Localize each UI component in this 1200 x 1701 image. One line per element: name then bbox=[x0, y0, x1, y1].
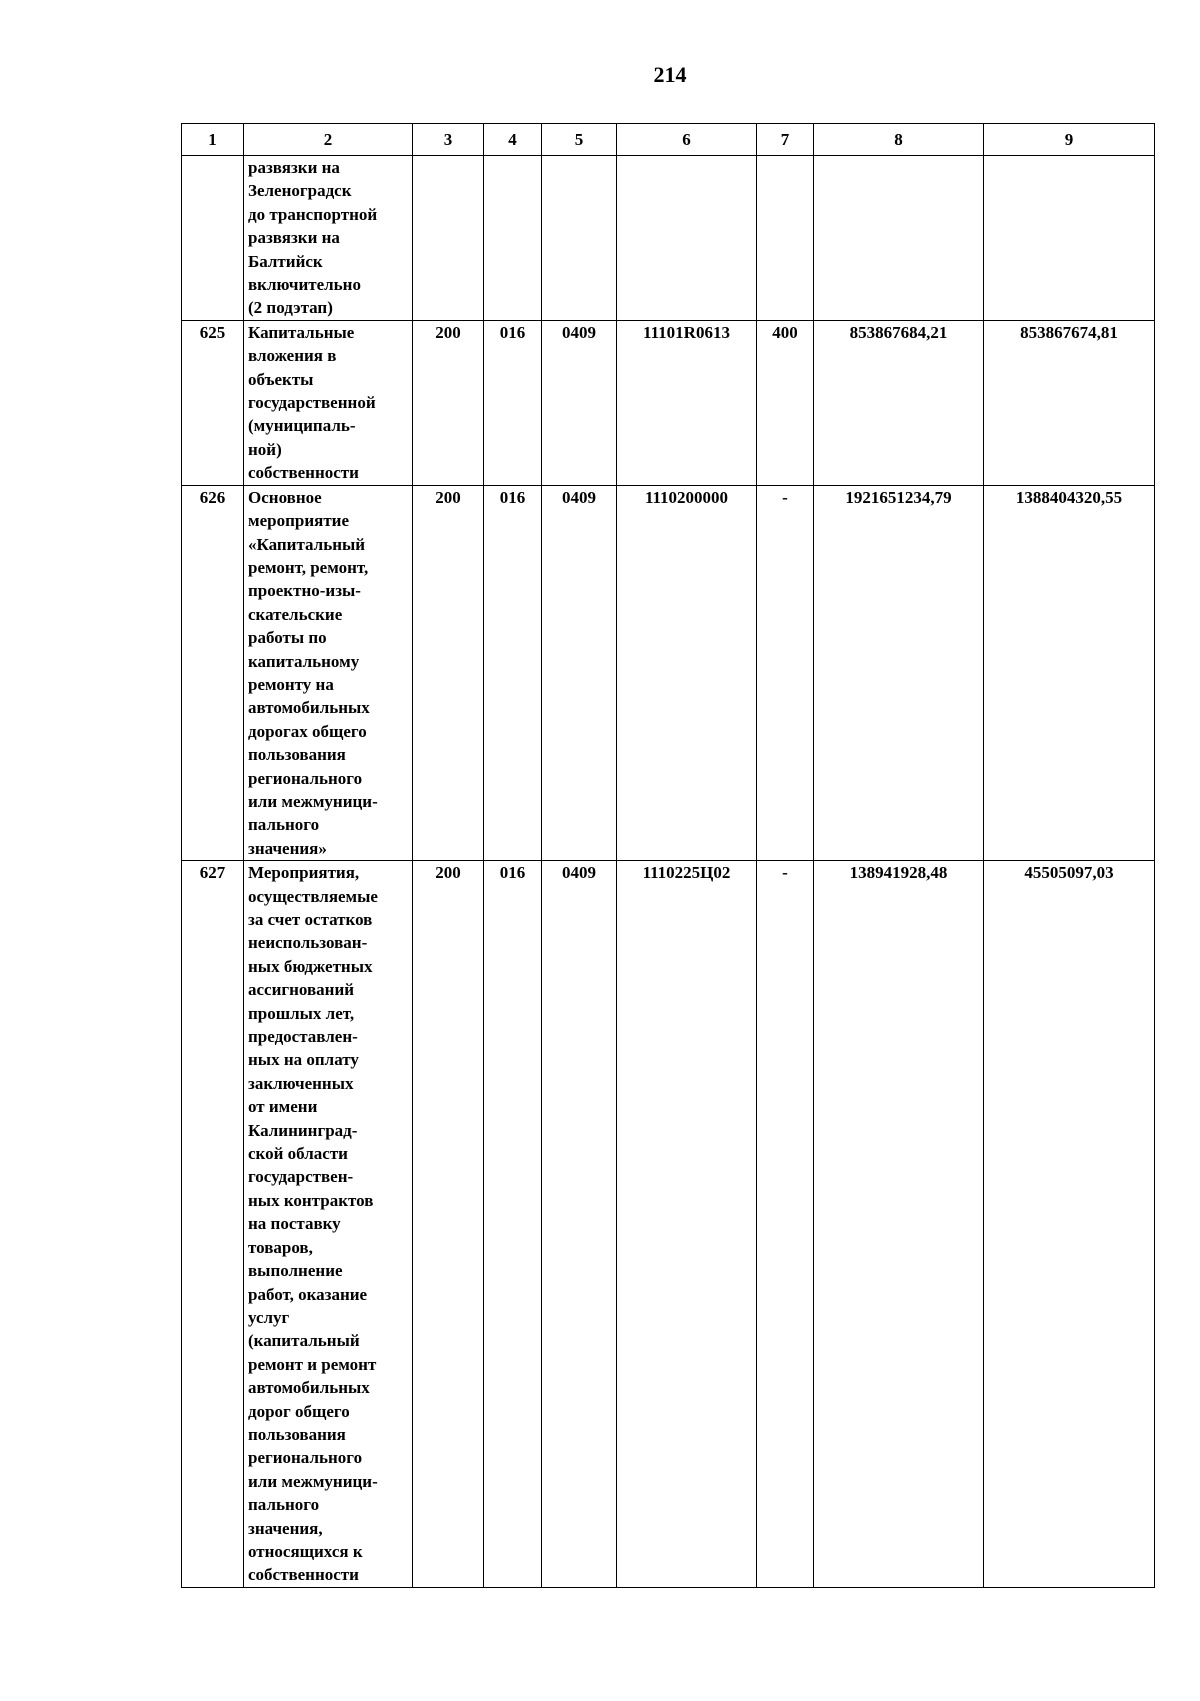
cell-col-3: 200 bbox=[413, 320, 484, 485]
cell-col-7: - bbox=[757, 861, 814, 1588]
cell-col-6 bbox=[617, 156, 757, 321]
row-number bbox=[182, 156, 244, 321]
cell-col-5: 0409 bbox=[542, 861, 617, 1588]
column-header-1: 1 bbox=[182, 124, 244, 156]
cell-col-4: 016 bbox=[484, 861, 542, 1588]
table-row bbox=[182, 485, 1155, 861]
row-name: развязки на Зеленоградск до транспортной развязки на Балтийск включительно (2 подэтап) bbox=[244, 156, 413, 321]
cell-col-5: 0409 bbox=[542, 485, 617, 861]
cell-col-7: 400 bbox=[757, 320, 814, 485]
cell-col-9: 853867674,81 bbox=[984, 320, 1155, 485]
cell-col-4: 016 bbox=[484, 485, 542, 861]
cell-col-8: 853867684,21 bbox=[814, 320, 984, 485]
page-number: 214 bbox=[653, 62, 687, 87]
cell-col-3 bbox=[413, 156, 484, 321]
column-header-3: 3 bbox=[413, 124, 484, 156]
cell-col-6: 1110200000 bbox=[617, 485, 757, 861]
column-header-5: 5 bbox=[542, 124, 617, 156]
column-header-9: 9 bbox=[984, 124, 1155, 156]
row-name: Основное мероприятие «Капитальный ремонт, ремонт, проектно-изы- скательские работы по капитальному ремонту на автомобильных дорогах общего пользования регионального или межмуници- пального значения» bbox=[244, 485, 413, 861]
cell-col-6: 11101R0613 bbox=[617, 320, 757, 485]
column-header-4: 4 bbox=[484, 124, 542, 156]
header-row bbox=[182, 124, 1155, 156]
cell-col-4: 016 bbox=[484, 320, 542, 485]
cell-col-9: 45505097,03 bbox=[984, 861, 1155, 1588]
row-number: 625 bbox=[182, 320, 244, 485]
cell-col-3: 200 bbox=[413, 485, 484, 861]
cell-col-8: 138941928,48 bbox=[814, 861, 984, 1588]
cell-col-9 bbox=[984, 156, 1155, 321]
column-header-7: 7 bbox=[757, 124, 814, 156]
table-row bbox=[182, 156, 1155, 321]
cell-col-6: 1110225Ц02 bbox=[617, 861, 757, 1588]
row-name: Мероприятия, осуществляемые за счет остатков неиспользован- ных бюджетных ассигнований прошлых лет, предоставлен- ных на оплату заключенных от имени Калининград- ской области государствен- ных контрактов на поставку товаров, выполнение работ, оказание услуг (капитальный ремонт и ремонт автомобильных дорог общего пользования регионального или межмуници- пального значения, относящихся к собственности bbox=[244, 861, 413, 1588]
column-header-2: 2 bbox=[244, 124, 413, 156]
cell-col-3: 200 bbox=[413, 861, 484, 1588]
table-row bbox=[182, 861, 1155, 1588]
cell-col-7: - bbox=[757, 485, 814, 861]
cell-col-5: 0409 bbox=[542, 320, 617, 485]
cell-col-9: 1388404320,55 bbox=[984, 485, 1155, 861]
column-header-6: 6 bbox=[617, 124, 757, 156]
row-number: 627 bbox=[182, 861, 244, 1588]
row-name: Капитальные вложения в объекты государственной (муниципаль- ной) собственности bbox=[244, 320, 413, 485]
cell-col-8 bbox=[814, 156, 984, 321]
cell-col-4 bbox=[484, 156, 542, 321]
table-row bbox=[182, 320, 1155, 485]
cell-col-8: 1921651234,79 bbox=[814, 485, 984, 861]
cell-col-5 bbox=[542, 156, 617, 321]
cell-col-7 bbox=[757, 156, 814, 321]
row-number: 626 bbox=[182, 485, 244, 861]
budget-table bbox=[181, 123, 1155, 1588]
column-header-8: 8 bbox=[814, 124, 984, 156]
